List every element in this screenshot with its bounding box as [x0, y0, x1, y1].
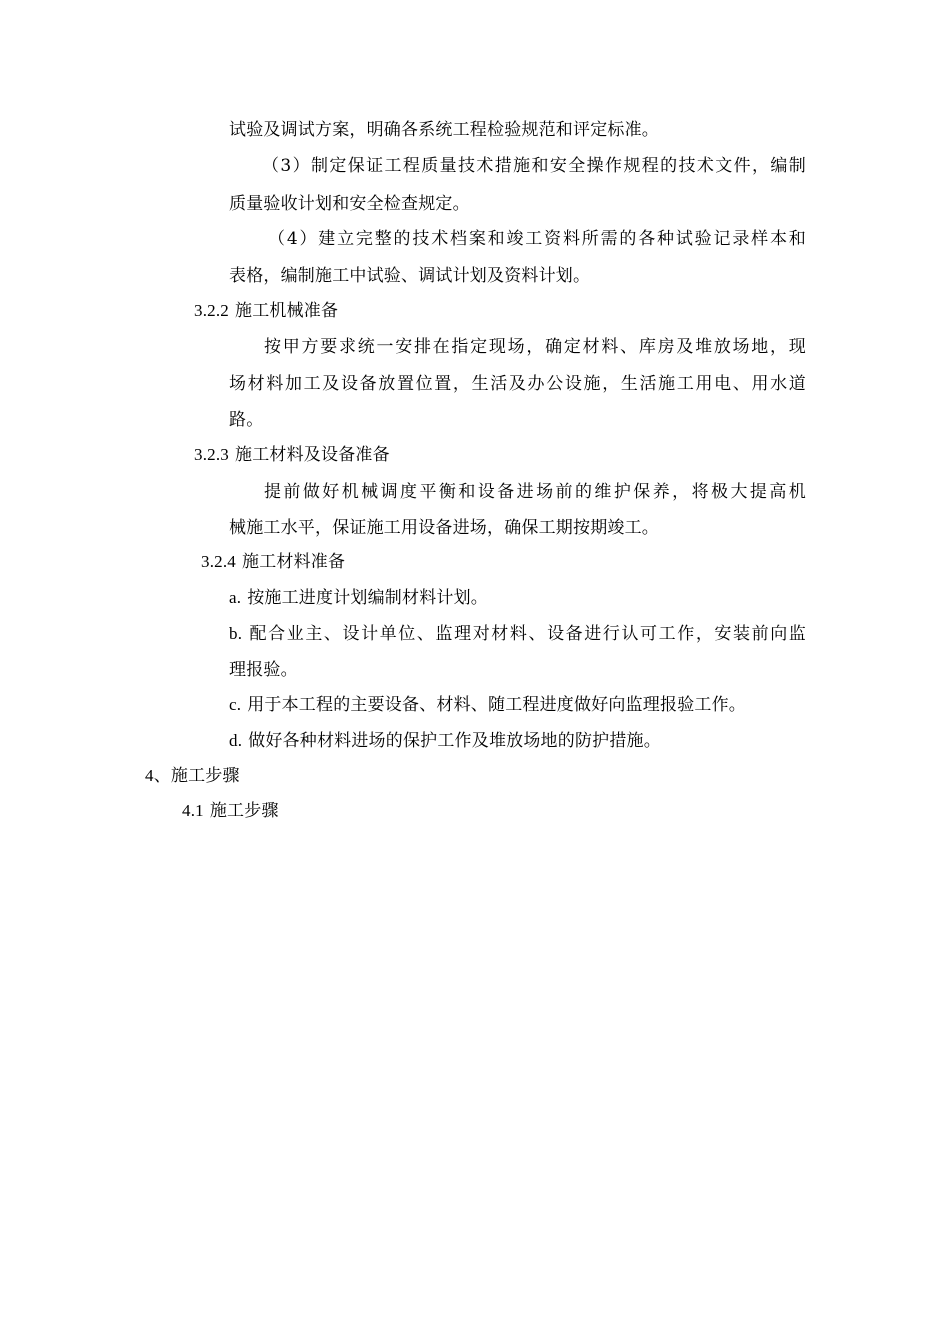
- list-item-c: [229, 695, 746, 715]
- paragraph-line: （4）建立完整的技术档案和竣工资料所需的各种试验记录样本和: [268, 229, 806, 249]
- section-heading-3-2-3: [194, 445, 390, 465]
- list-marker: d.: [229, 731, 243, 750]
- list-text: 用于本工程的主要设备、材料、随工程进度做好向监理报验工作。: [247, 695, 747, 715]
- section-number: 3.2.2: [194, 301, 229, 320]
- paragraph-line: 按甲方要求统一安排在指定现场，确定材料、库房及堆放场地，现: [264, 337, 806, 357]
- section-heading-3-2-4: [201, 552, 345, 572]
- section-heading-4-1: [182, 801, 279, 821]
- section-number: 3.2.3: [194, 445, 229, 464]
- section-heading-3-2-2: [194, 301, 338, 321]
- paragraph-line: 场材料加工及设备放置位置，生活及办公设施，生活施工用电、用水道: [229, 374, 806, 394]
- section-number: 4.1: [182, 801, 204, 820]
- list-text: 配合业主、设计单位、监理对材料、设备进行认可工作，安装前向监: [248, 624, 806, 644]
- list-marker: c.: [229, 695, 242, 714]
- section-title: 施工材料及设备准备: [235, 445, 390, 464]
- paragraph-line: 路。: [229, 410, 264, 430]
- list-text: 按施工进度计划编制材料计划。: [247, 588, 489, 608]
- section-number: 3.2.4: [201, 552, 236, 571]
- list-item-a: [229, 588, 488, 608]
- list-marker: b.: [229, 624, 243, 643]
- paragraph-line: 试验及调试方案，明确各系统工程检验规范和评定标准。: [229, 120, 659, 140]
- paragraph-line: 表格，编制施工中试验、调试计划及资料计划。: [229, 266, 591, 286]
- section-heading-4: 4、施工步骤: [145, 766, 240, 785]
- list-item-d: [229, 731, 661, 751]
- paragraph-line: 械施工水平，保证施工用设备进场，确保工期按期竣工。: [229, 518, 659, 538]
- list-item-b: [229, 624, 806, 644]
- section-title: 施工材料准备: [242, 552, 346, 571]
- list-marker: a.: [229, 588, 242, 607]
- paragraph-line: 质量验收计划和安全检查规定。: [229, 194, 470, 214]
- section-title: 施工步骤: [209, 801, 279, 820]
- paragraph-line: （3）制定保证工程质量技术措施和安全操作规程的技术文件，编制: [262, 156, 806, 176]
- list-text: 做好各种材料进场的保护工作及堆放场地的防护措施。: [248, 731, 661, 751]
- paragraph-line: 理报验。: [229, 660, 298, 680]
- paragraph-line: 提前做好机械调度平衡和设备进场前的维护保养，将极大提高机: [264, 482, 806, 502]
- section-title: 施工机械准备: [235, 301, 339, 320]
